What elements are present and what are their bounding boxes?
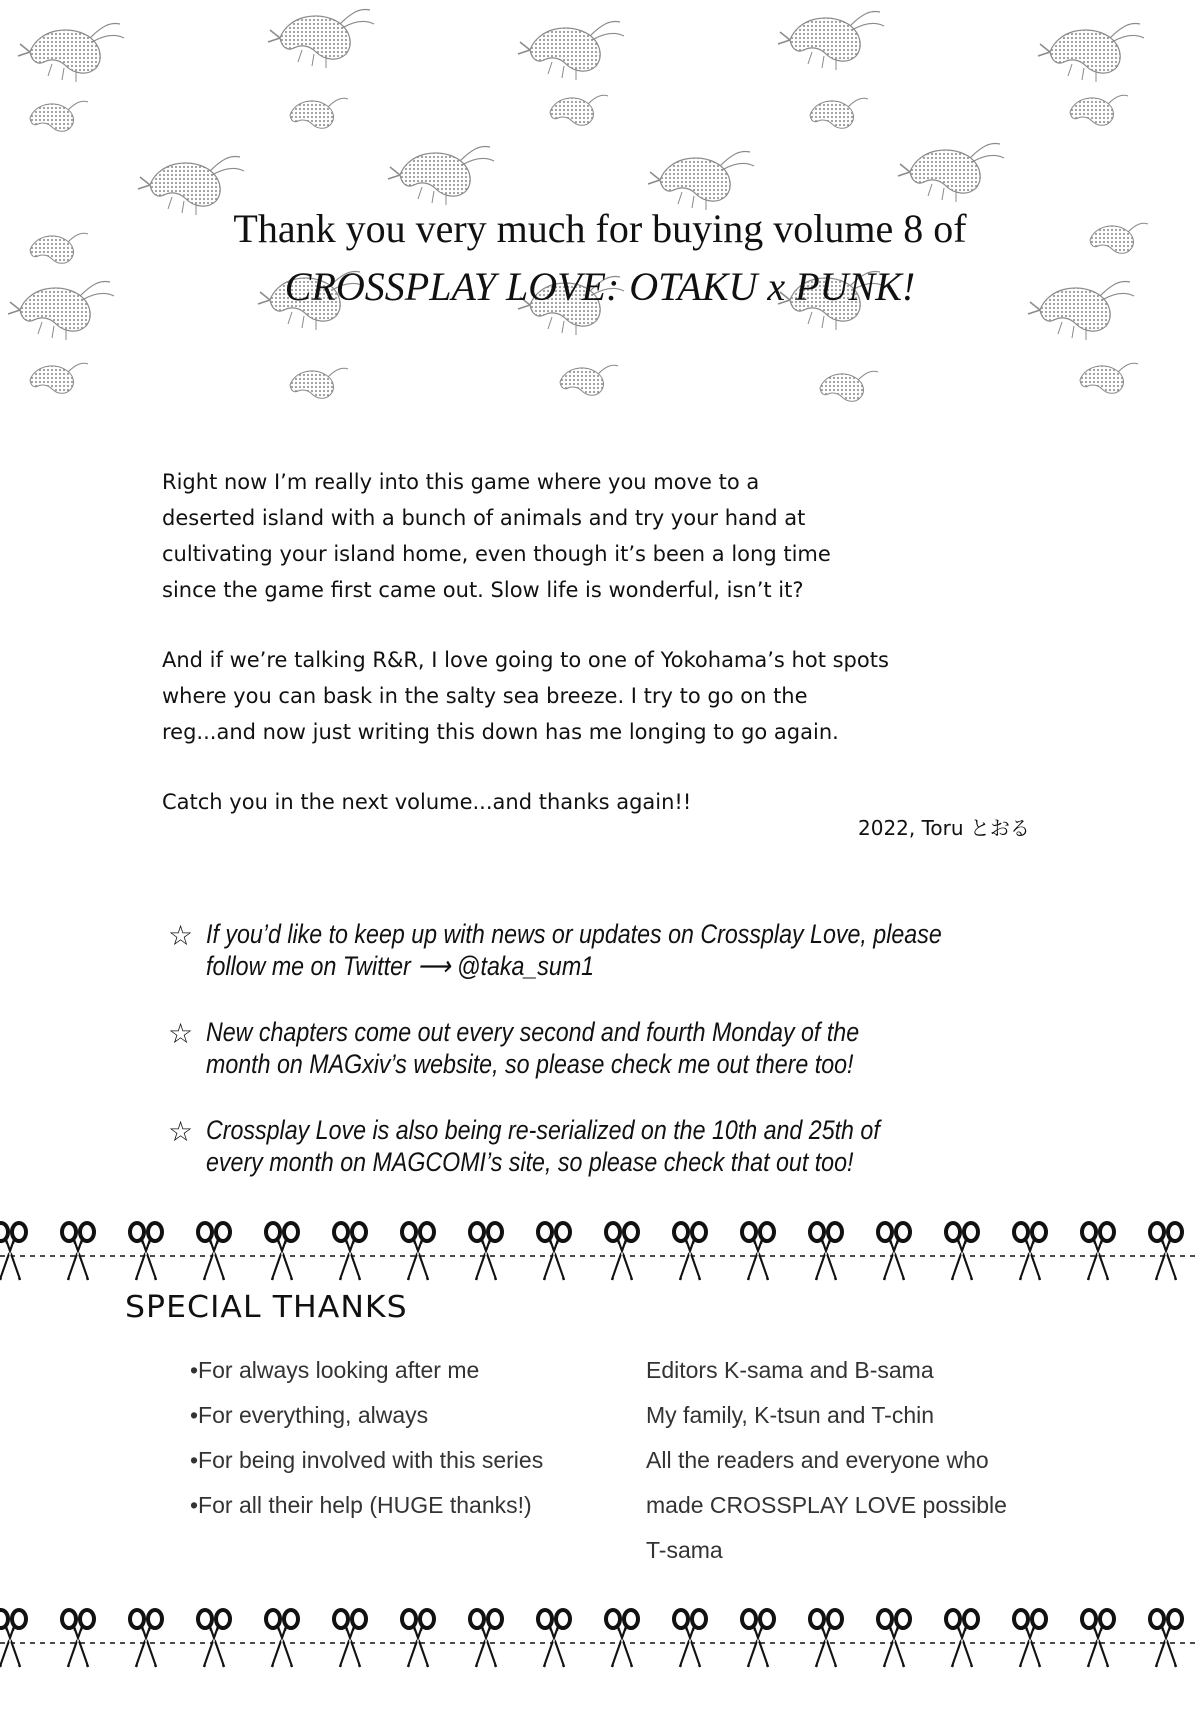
letter-line: Right now I’m really into this game where you move to a xyxy=(162,470,760,494)
note-line: every month on MAGCOMI’s site, so please check that out too! xyxy=(206,1147,854,1177)
note-line: follow me on Twitter ⟶ @taka_sum1 xyxy=(206,951,595,981)
note-item xyxy=(168,918,1068,982)
letter-paragraph-2 xyxy=(162,642,1062,750)
letter-line: Catch you in the next volume...and thanks again!! xyxy=(162,790,692,814)
page-heading xyxy=(0,200,1200,316)
letter-paragraph-1 xyxy=(162,464,1062,608)
list-item: Editors K-sama and B-sama xyxy=(646,1357,934,1383)
note-line: If you’d like to keep up with news or updates on Crossplay Love, please xyxy=(206,919,942,949)
star-icon: ☆ xyxy=(168,1115,194,1148)
heading-line-1: Thank you very much for buying volume 8 of xyxy=(233,206,967,251)
letter-line: where you can bask in the salty sea breeze. I try to go on the xyxy=(162,684,808,708)
letter-line: since the game first came out. Slow life is wonderful, isn’t it? xyxy=(162,578,804,602)
list-item: •For everything, always xyxy=(190,1402,429,1428)
heading-series-title: CROSSPLAY LOVE: OTAKU x PUNK! xyxy=(284,264,916,309)
special-thanks-title: SPECIAL THANKS xyxy=(125,1290,408,1325)
list-item: My family, K-tsun and T-chin xyxy=(646,1402,935,1428)
thanks-reasons xyxy=(190,1348,543,1528)
list-item: made CROSSPLAY LOVE possible xyxy=(646,1492,1007,1518)
author-signature: 2022, Toru とおる xyxy=(858,816,1030,840)
scissors-icon xyxy=(0,1223,1182,1280)
thanks-recipients xyxy=(646,1348,1007,1573)
letter-line: deserted island with a bunch of animals and try your hand at xyxy=(162,506,806,530)
scissor-divider-bottom xyxy=(0,1605,1200,1675)
scissor-divider-top xyxy=(0,1218,1200,1288)
list-item: •For being involved with this series xyxy=(190,1447,544,1473)
note-item xyxy=(168,1016,1068,1080)
scissors-icon xyxy=(0,1610,1182,1667)
list-item: •For all their help (HUGE thanks!) xyxy=(190,1492,532,1518)
note-line: month on MAGxiv’s website, so please check me out there too! xyxy=(206,1049,854,1079)
note-item xyxy=(168,1114,1068,1178)
note-line: New chapters come out every second and fourth Monday of the xyxy=(206,1017,860,1047)
letter-line: cultivating your island home, even though it’s been a long time xyxy=(162,542,831,566)
star-icon: ☆ xyxy=(168,1017,194,1050)
list-item: All the readers and everyone who xyxy=(646,1447,989,1473)
letter-line: reg...and now just writing this down has me longing to go again. xyxy=(162,720,839,744)
list-item: T-sama xyxy=(646,1537,723,1563)
letter-line: And if we’re talking R&R, I love going to one of Yokohama’s hot spots xyxy=(162,648,889,672)
list-item: •For always looking after me xyxy=(190,1357,480,1383)
note-line: Crossplay Love is also being re-serialized on the 10th and 25th of xyxy=(206,1115,880,1145)
star-icon: ☆ xyxy=(168,919,194,952)
